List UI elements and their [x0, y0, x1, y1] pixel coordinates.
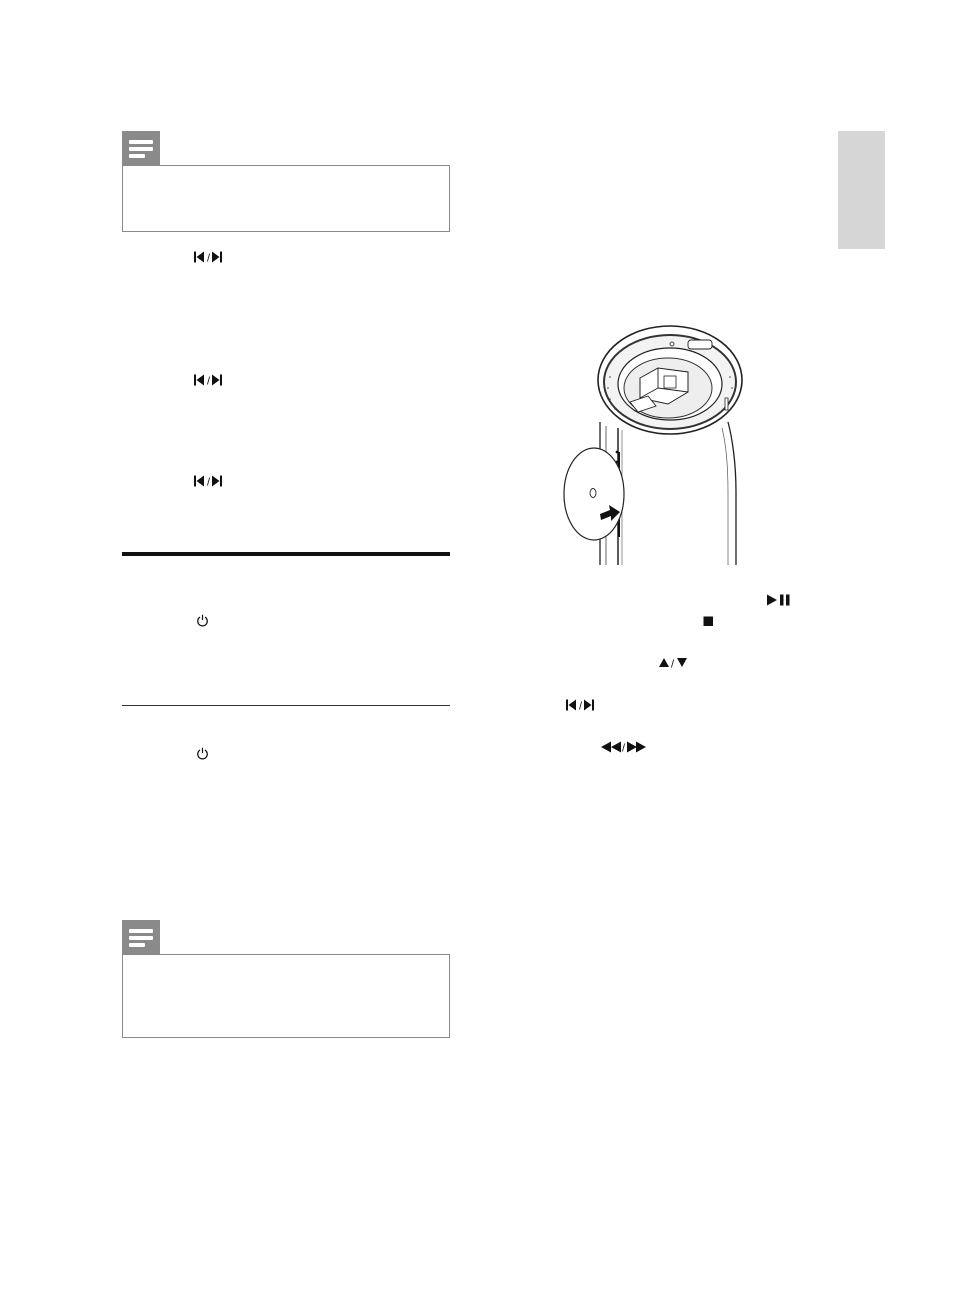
play-pause-icon: [767, 594, 793, 606]
previous-next-icon: [566, 699, 598, 711]
stop-icon: [703, 616, 714, 627]
svg-text:/: /: [622, 742, 626, 753]
rewind-fastforward-icon: [601, 741, 647, 753]
note-box: [122, 165, 450, 232]
previous-next-icon: [194, 475, 226, 487]
note-icon: [122, 131, 160, 165]
language-side-tab: [838, 131, 885, 249]
svg-text:/: /: [671, 658, 675, 669]
note-box: [122, 954, 450, 1038]
disc-insertion-illustration: [560, 322, 750, 572]
svg-text:/: /: [207, 252, 211, 263]
svg-text:/: /: [207, 476, 211, 487]
subsection-divider: [122, 705, 450, 706]
previous-next-icon: [194, 251, 226, 263]
power-icon: [196, 747, 209, 760]
note-icon: [122, 920, 160, 954]
svg-text:/: /: [207, 375, 211, 386]
power-icon: [196, 614, 209, 627]
up-down-icon: [659, 657, 689, 669]
previous-next-icon: [194, 374, 226, 386]
section-divider: [122, 552, 450, 556]
svg-text:/: /: [579, 700, 583, 711]
